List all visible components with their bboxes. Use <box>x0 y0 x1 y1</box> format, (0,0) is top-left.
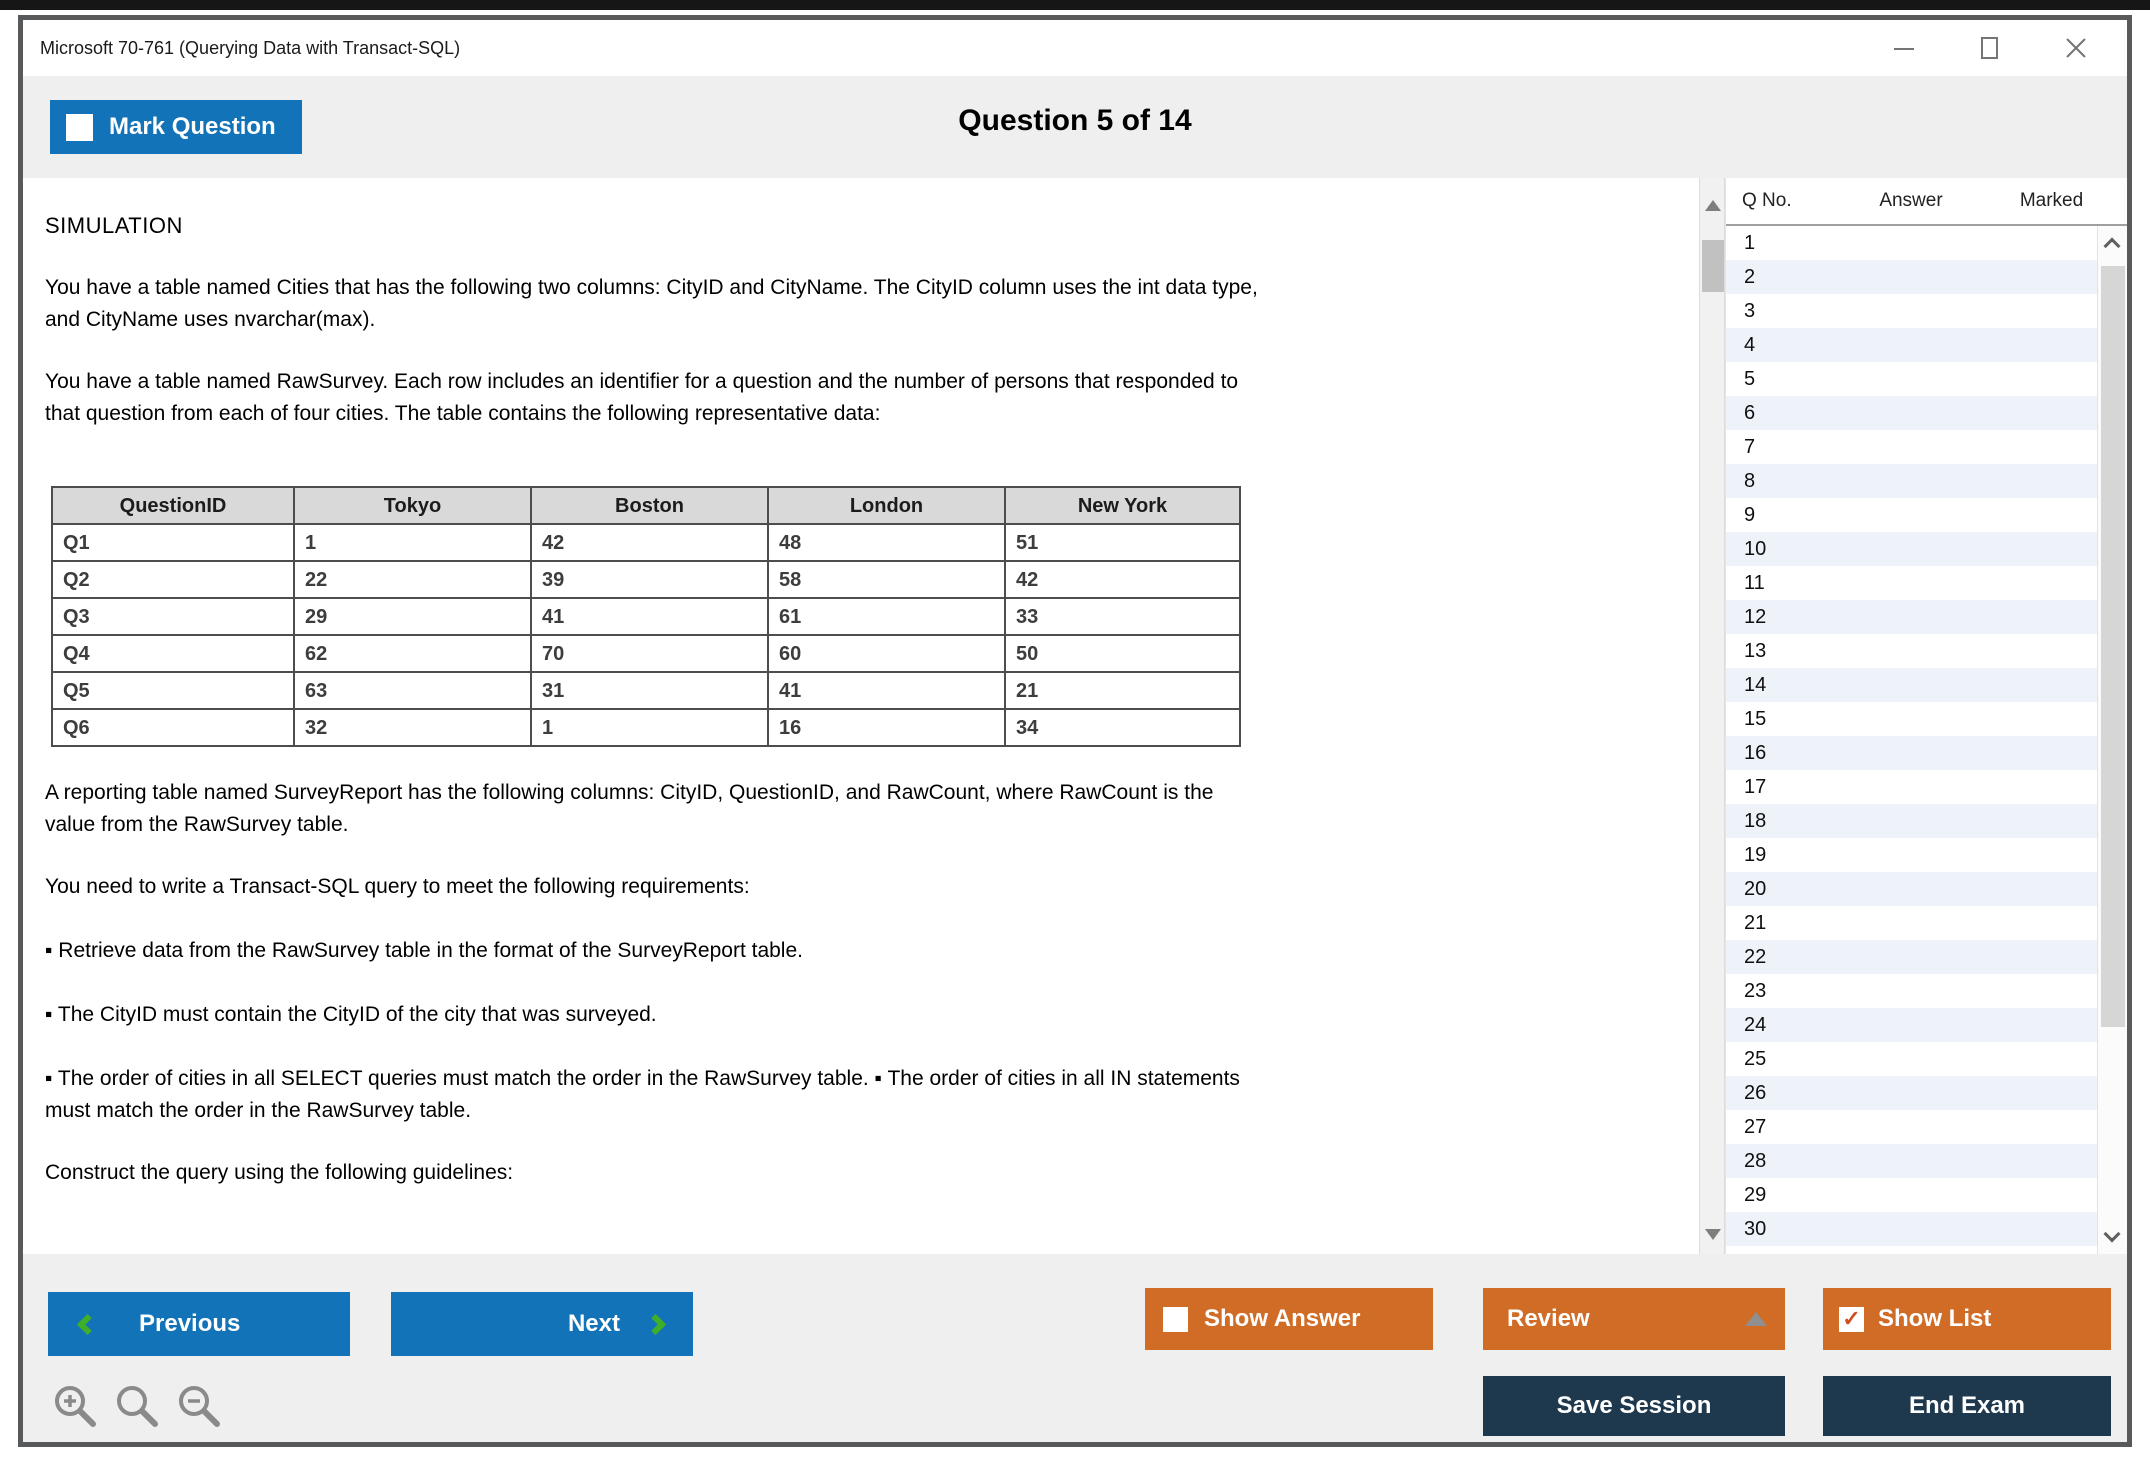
survey-table-cell: 42 <box>531 524 768 561</box>
question-number: 20 <box>1744 877 1767 900</box>
survey-table <box>51 486 1241 747</box>
show-answer-checkbox[interactable] <box>1163 1307 1188 1332</box>
close-button[interactable] <box>2061 33 2091 63</box>
survey-table-cell: Q6 <box>52 709 294 746</box>
question-list-scrollbar-thumb[interactable] <box>2101 266 2125 1027</box>
triangle-up-icon <box>1745 1312 1767 1326</box>
question-list-item[interactable] <box>1726 362 2097 396</box>
question-number: 27 <box>1744 1115 1767 1138</box>
check-icon: ✓ <box>1842 1306 1861 1331</box>
content-scrollbar-thumb[interactable] <box>1702 240 1724 292</box>
survey-table-header-cell: Boston <box>531 487 768 524</box>
question-paragraph: You have a table named Cities that has the following two columns: CityID and CityName. The CityID column uses the int data type, and CityName uses nvarchar(max). <box>45 276 1258 331</box>
question-list-item[interactable] <box>1726 1212 2097 1246</box>
minimize-button[interactable] <box>1889 33 1919 63</box>
question-number: 24 <box>1744 1013 1767 1036</box>
survey-table-cell: 1 <box>531 709 768 746</box>
question-number: 2 <box>1744 265 1756 288</box>
question-list-item[interactable] <box>1726 940 2097 974</box>
screen-edge-strip <box>0 0 2150 10</box>
survey-table-cell: 48 <box>768 524 1005 561</box>
close-icon <box>2063 35 2089 61</box>
survey-table-header-cell: New York <box>1005 487 1240 524</box>
question-list-item[interactable] <box>1726 532 2097 566</box>
survey-table-row <box>52 635 1240 672</box>
survey-table-cell: Q4 <box>52 635 294 672</box>
question-list-panel <box>1725 178 2127 1254</box>
question-list-item[interactable] <box>1726 872 2097 906</box>
zoom-toolbar <box>51 1382 223 1430</box>
question-number: 29 <box>1744 1183 1767 1206</box>
mark-question-label: Mark Question <box>109 113 276 140</box>
survey-table-cell: 33 <box>1005 598 1240 635</box>
question-counter: Question 5 of 14 <box>958 104 1192 137</box>
end-exam-label: End Exam <box>1908 1392 2026 1419</box>
zoom-in-button[interactable] <box>51 1382 99 1430</box>
question-number: 14 <box>1744 673 1767 696</box>
review-button[interactable] <box>1483 1288 1785 1350</box>
question-number: 15 <box>1744 707 1767 730</box>
save-session-label: Save Session <box>1556 1392 1712 1419</box>
question-list-item[interactable] <box>1726 804 2097 838</box>
question-number: 17 <box>1744 775 1767 798</box>
survey-table-cell: Q3 <box>52 598 294 635</box>
question-heading: SIMULATION <box>45 213 183 238</box>
question-list-item[interactable] <box>1726 294 2097 328</box>
question-list-item[interactable] <box>1726 464 2097 498</box>
question-number: 19 <box>1744 843 1767 866</box>
question-list-item[interactable] <box>1726 396 2097 430</box>
survey-table-cell: 42 <box>1005 561 1240 598</box>
question-list-item[interactable] <box>1726 736 2097 770</box>
content-scrollbar[interactable] <box>1699 178 1725 1254</box>
question-paragraph: A reporting table named SurveyReport has the following columns: CityID, QuestionID, and RawCount, where RawCount is the value from the RawSurvey table. <box>45 781 1214 836</box>
question-list-item[interactable] <box>1726 1042 2097 1076</box>
question-number: 22 <box>1744 945 1767 968</box>
question-paragraph: You need to write a Transact-SQL query to meet the following requirements: <box>45 875 750 898</box>
question-body <box>45 777 1260 903</box>
survey-table-row <box>52 598 1240 635</box>
magnifier-button[interactable] <box>113 1382 161 1430</box>
survey-table-cell: 31 <box>531 672 768 709</box>
window-titlebar <box>23 20 2127 76</box>
survey-table-cell: 41 <box>531 598 768 635</box>
window-controls <box>1889 33 2127 63</box>
survey-table-cell: 1 <box>294 524 531 561</box>
question-number: 1 <box>1744 231 1756 254</box>
question-number: 23 <box>1744 979 1767 1002</box>
question-number: 12 <box>1744 605 1767 628</box>
column-header-qno: Q No. <box>1742 190 1792 211</box>
question-list-item[interactable] <box>1726 1110 2097 1144</box>
chevron-right-icon <box>645 1313 666 1334</box>
question-number: 11 <box>1744 571 1765 594</box>
question-number: 25 <box>1744 1047 1767 1070</box>
next-label: Next <box>567 1310 620 1337</box>
survey-table-row <box>52 524 1240 561</box>
review-label: Review <box>1507 1305 1590 1332</box>
question-list-scrollbar[interactable] <box>2097 226 2127 1254</box>
survey-table-row <box>52 709 1240 746</box>
footer-toolbar <box>23 1254 2127 1442</box>
scroll-down-icon[interactable] <box>1705 1229 1721 1240</box>
scroll-down-icon[interactable] <box>2104 1226 2121 1243</box>
survey-table-cell: 16 <box>768 709 1005 746</box>
next-button[interactable] <box>391 1292 693 1356</box>
question-list-item[interactable] <box>1726 906 2097 940</box>
question-list-item[interactable] <box>1726 498 2097 532</box>
question-list-item[interactable] <box>1726 226 2097 260</box>
question-list-item[interactable] <box>1726 1076 2097 1110</box>
survey-table-cell: 21 <box>1005 672 1240 709</box>
previous-label: Previous <box>139 1310 241 1337</box>
question-number: 18 <box>1744 809 1767 832</box>
survey-table-cell: 62 <box>294 635 531 672</box>
survey-table-header-row <box>52 487 1240 524</box>
maximize-icon <box>1977 35 2003 61</box>
question-number: 4 <box>1744 333 1756 356</box>
column-header-marked: Marked <box>2019 190 2084 211</box>
question-header-band <box>23 76 2127 178</box>
question-number: 21 <box>1744 911 1767 934</box>
survey-table-header-cell: London <box>768 487 1005 524</box>
question-list-item[interactable] <box>1726 1144 2097 1178</box>
question-requirements <box>45 935 1260 1127</box>
save-session-button[interactable] <box>1483 1376 1785 1436</box>
question-list-item[interactable] <box>1726 702 2097 736</box>
survey-table-cell: Q2 <box>52 561 294 598</box>
question-list-item[interactable] <box>1726 260 2097 294</box>
previous-button[interactable] <box>48 1292 350 1356</box>
survey-table-cell: 22 <box>294 561 531 598</box>
question-list-item[interactable] <box>1726 974 2097 1008</box>
question-number: 26 <box>1744 1081 1767 1104</box>
question-number: 28 <box>1744 1149 1767 1172</box>
question-list-item[interactable] <box>1726 770 2097 804</box>
question-list-item[interactable] <box>1726 1008 2097 1042</box>
minimize-icon <box>1891 35 1917 61</box>
question-number: 5 <box>1744 367 1756 390</box>
survey-table-cell: 34 <box>1005 709 1240 746</box>
survey-table-cell: 58 <box>768 561 1005 598</box>
question-list-item[interactable] <box>1726 328 2097 362</box>
zoom-out-button[interactable] <box>175 1382 223 1430</box>
survey-table-cell: 51 <box>1005 524 1240 561</box>
question-list <box>1726 226 2097 1254</box>
survey-table-cell: 70 <box>531 635 768 672</box>
survey-table-header-cell: Tokyo <box>294 487 531 524</box>
question-list-item[interactable] <box>1726 1178 2097 1212</box>
survey-table-cell: 32 <box>294 709 531 746</box>
survey-table-cell: Q5 <box>52 672 294 709</box>
survey-table-cell: 61 <box>768 598 1005 635</box>
chevron-left-icon <box>77 1313 98 1334</box>
survey-table-row <box>52 561 1240 598</box>
survey-table-cell: 63 <box>294 672 531 709</box>
show-list-checkbox[interactable] <box>1839 1307 1864 1332</box>
survey-table-cell: Q1 <box>52 524 294 561</box>
survey-table-body <box>52 524 1240 746</box>
question-list-item[interactable] <box>1726 838 2097 872</box>
end-exam-button[interactable] <box>1823 1376 2111 1436</box>
question-number: 10 <box>1744 537 1767 560</box>
question-number: 16 <box>1744 741 1767 764</box>
question-intro <box>45 272 1260 430</box>
question-number: 30 <box>1744 1217 1767 1240</box>
survey-table-cell: 50 <box>1005 635 1240 672</box>
maximize-button[interactable] <box>1975 33 2005 63</box>
question-closing-paragraph: Construct the query using the following guidelines: <box>45 1161 514 1184</box>
show-list-button[interactable] <box>1823 1288 2111 1350</box>
question-list-item[interactable] <box>1726 566 2097 600</box>
question-number: 3 <box>1744 299 1756 322</box>
window-title: Microsoft 70-761 (Querying Data with Transact-SQL) <box>40 37 461 58</box>
question-number: 13 <box>1744 639 1767 662</box>
question-list-item[interactable] <box>1726 430 2097 464</box>
survey-table-cell: 39 <box>531 561 768 598</box>
question-list-item[interactable] <box>1726 668 2097 702</box>
question-number: 8 <box>1744 469 1756 492</box>
show-answer-label: Show Answer <box>1204 1305 1361 1332</box>
question-list-item[interactable] <box>1726 634 2097 668</box>
scroll-up-icon[interactable] <box>2104 238 2121 255</box>
survey-table-row <box>52 672 1240 709</box>
survey-table-cell: 60 <box>768 635 1005 672</box>
requirement-bullet: ▪ Retrieve data from the RawSurvey table in the format of the SurveyReport table. <box>45 939 803 962</box>
question-content-area <box>23 178 1699 1254</box>
requirement-bullet: ▪ The CityID must contain the CityID of the city that was surveyed. <box>45 1003 657 1026</box>
requirement-bullet: ▪ The order of cities in all SELECT queries must match the order in the RawSurvey table. ▪ The order of cities in all IN statements must match the order in the RawSurvey table. <box>45 1067 1240 1122</box>
question-list-item[interactable] <box>1726 600 2097 634</box>
question-number: 9 <box>1744 503 1756 526</box>
exam-window <box>18 15 2132 1447</box>
show-list-label: Show List <box>1878 1305 1992 1332</box>
question-number: 6 <box>1744 401 1756 424</box>
question-paragraph: You have a table named RawSurvey. Each row includes an identifier for a question and the number of persons that responded to that question from each of four cities. The table contains the following representative data: <box>45 370 1239 425</box>
show-answer-button[interactable] <box>1145 1288 1433 1350</box>
question-number: 7 <box>1744 435 1756 458</box>
survey-table-cell: 29 <box>294 598 531 635</box>
question-list-header <box>1726 178 2127 226</box>
column-header-answer: Answer <box>1879 190 1943 211</box>
survey-table-cell: 41 <box>768 672 1005 709</box>
survey-table-header-cell: QuestionID <box>52 487 294 524</box>
scroll-up-icon[interactable] <box>1705 200 1721 211</box>
